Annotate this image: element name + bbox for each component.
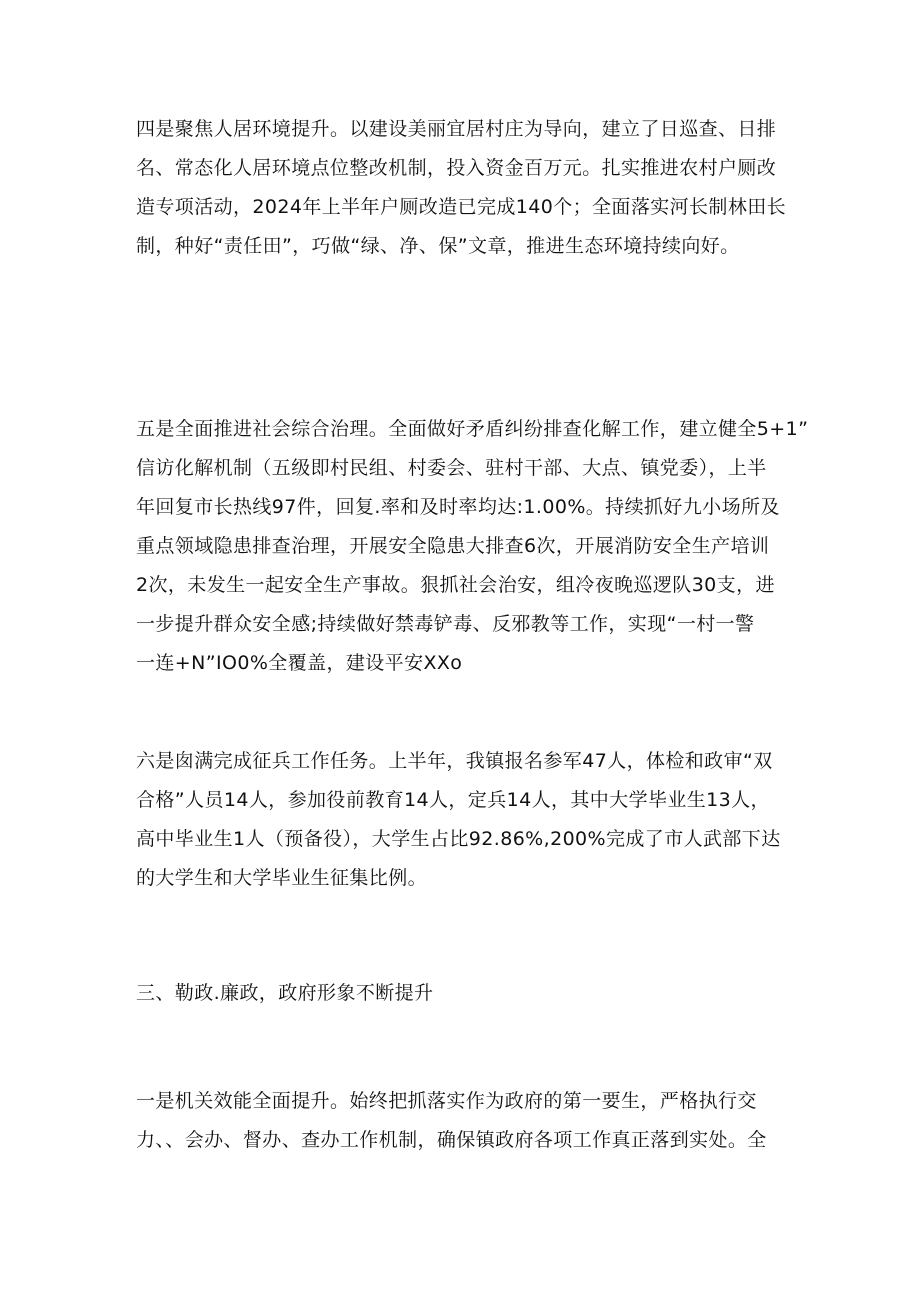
text-line: 四是聚焦人居环境提升。以建设美丽宜居村庄为导向，建立了日巡查、日排: [136, 118, 777, 140]
text-line: 六是囱满完成征兵工作任务。上半年，我镇报名参军47人，体检和政审“双: [136, 750, 773, 772]
text-line: 制，种好“责任田”，巧做“绿、净、保”文章，推进生态环境持续向好。: [136, 235, 740, 257]
paragraph-conscription: [136, 742, 796, 898]
text-line: 2次，未发生一起安全生产事故。狠抓社会治安，组冷夜晚巡逻队30支，进: [136, 574, 775, 596]
text-line: 高中毕业生1人（预备役），大学生占比92.86%,200%完成了市人武部下达: [136, 828, 781, 850]
text-line: 的大学生和大学毕业生征集比例。: [136, 867, 428, 889]
section-heading: [136, 974, 796, 1013]
text-line: 力、、会办、督办、查办工作机制，确保镇政府各项工作真正落到实处。全: [136, 1129, 767, 1151]
section-heading-text: 三、勒政.廉政，政府形象不断提升: [136, 982, 434, 1004]
text-line: 信访化解机制（五级即村民组、村委会、驻村干部、大点、镇党委），上半: [136, 457, 767, 479]
text-line: 名、常态化人居环境点位整改机制，投入资金百万元。扎实推进农村户厕改: [136, 157, 777, 179]
text-line: 一是机关效能全面提升。始终把抓落实作为政府的第一要生，严格执行交: [136, 1090, 757, 1112]
text-line: 五是全面推进社会综合治理。全面做好矛盾纠纷排查化解工作，建立健全5+1”: [136, 418, 809, 440]
text-line: 一连+N”IO0%全覆盖，建设平安XXo: [136, 652, 463, 674]
paragraph-living-environment: [136, 110, 796, 266]
text-line: 重点领域隐患排查治理，开展安全隐患大排查6次，开展消防安全生产培训: [136, 535, 770, 557]
paragraph-social-governance: [136, 410, 809, 683]
paragraph-office-efficiency: [136, 1082, 796, 1160]
text-line: 造专项活动，2024年上半年户厕改造已完成140个；全面落实河长制林田长: [136, 196, 787, 218]
text-line: 一步提升群众安全感;持续做好禁毒铲毒、反邪教等工作，实现“一村一警: [136, 613, 755, 635]
text-line: 年回复市长热线97件，回复.率和及时率均达:1.00%。持续抓好九小场所及: [136, 496, 780, 518]
text-line: 合格”人员14人，参加役前教育14人，定兵14人，其中大学毕业生13人，: [136, 789, 770, 811]
